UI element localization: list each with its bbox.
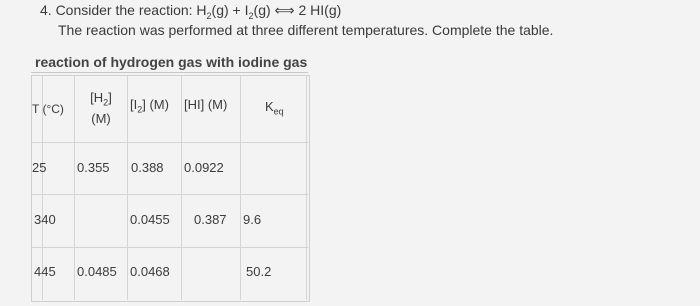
header-text: ] xyxy=(108,90,112,105)
row-divider xyxy=(32,142,308,143)
cell-keq: 9.6 xyxy=(243,212,262,227)
header-text: [I xyxy=(130,97,138,112)
cell-temp: 25 xyxy=(32,160,47,175)
column-divider xyxy=(306,76,307,300)
header-text: (M) xyxy=(91,110,111,126)
question-text-part: (g) xyxy=(253,2,275,18)
cell-i2: 0.0455 xyxy=(130,212,170,227)
subscript: 2 xyxy=(137,104,143,115)
header-text: [H xyxy=(90,90,104,105)
column-divider xyxy=(240,76,241,300)
cell-i2: 0.388 xyxy=(131,160,164,175)
cell-temp: 445 xyxy=(34,264,56,279)
data-table xyxy=(31,75,310,302)
header-i2 xyxy=(130,97,169,115)
column-divider xyxy=(74,76,75,300)
cell-keq: 50.2 xyxy=(246,264,272,279)
equilibrium-arrow-icon: ⟺ xyxy=(274,2,295,18)
question-text-part: 2 HI(g) xyxy=(294,2,342,18)
cell-hi: 0.387 xyxy=(194,212,227,227)
header-keq xyxy=(265,99,284,117)
header-text: K xyxy=(265,99,274,114)
subscript: 2 xyxy=(103,97,109,108)
subscript: 2 xyxy=(248,10,254,21)
question-text-part: (g) + I xyxy=(211,2,249,18)
cell-temp: 340 xyxy=(34,212,56,227)
header-temperature: T (°C) xyxy=(32,102,64,116)
cell-hi: 0.0922 xyxy=(184,160,224,175)
question-text-part: 4. Consider the reaction: H xyxy=(40,2,207,18)
question-line-2: The reaction was performed at three different temperatures. Complete the table. xyxy=(58,22,554,38)
column-divider xyxy=(181,76,182,300)
header-hi: [HI] (M) xyxy=(184,97,228,112)
subscript: eq xyxy=(273,106,284,117)
cell-i2: 0.0468 xyxy=(130,264,170,279)
cell-h2: 0.0485 xyxy=(77,264,117,279)
table-caption: reaction of hydrogen gas with iodine gas xyxy=(35,54,308,70)
header-text: ] (M) xyxy=(142,97,169,112)
subscript: 2 xyxy=(206,10,212,21)
cell-h2: 0.355 xyxy=(77,160,110,175)
question-line-1 xyxy=(40,2,341,21)
caption-divider xyxy=(31,72,308,73)
header-h2 xyxy=(76,90,126,127)
row-divider xyxy=(32,194,308,195)
column-divider xyxy=(127,76,128,300)
row-divider xyxy=(32,247,308,248)
